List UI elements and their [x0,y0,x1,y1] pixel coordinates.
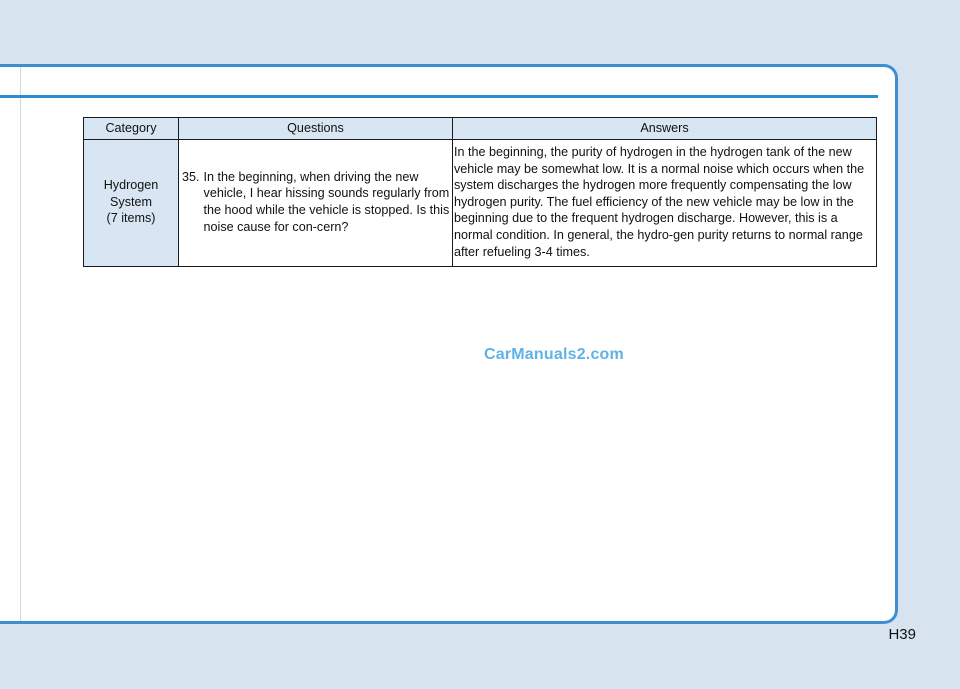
header-answers: Answers [453,118,877,140]
category-line: System [110,194,152,209]
header-category: Category [84,118,179,140]
header-questions: Questions [179,118,453,140]
question-text: In the beginning, when driving the new vehicle, I hear hissing sounds regularly from the hood while the vehicle is stopped. Is this noise cause for con-cern? [203,169,450,234]
table-row [84,140,877,267]
page-number: H39 [888,626,916,643]
page-margin-rule [20,67,21,621]
manual-page [0,64,898,624]
category-line: Hydrogen [103,178,159,193]
answer-cell: In the beginning, the purity of hydrogen in the hydrogen tank of the new vehicle may be somewhat low. It is a normal noise which occurs when the system discharges the hydrogen more frequently compensating the low hydrogen purity. The fuel efficiency of the new vehicle may be low in the beginning due to the frequent hydrogen discharge. However, this is a normal condition. In general, the hydro-gen purity returns to normal range after refueling 3-4 times. [453,140,877,267]
watermark-link[interactable]: CarManuals2.com [484,346,624,363]
question-cell [179,140,453,267]
category-line: (7 items) [106,211,156,226]
question-number: 35. [182,169,200,184]
header-divider [0,95,878,98]
category-cell [84,140,179,267]
faq-table [83,117,877,267]
table-header-row [84,118,877,140]
